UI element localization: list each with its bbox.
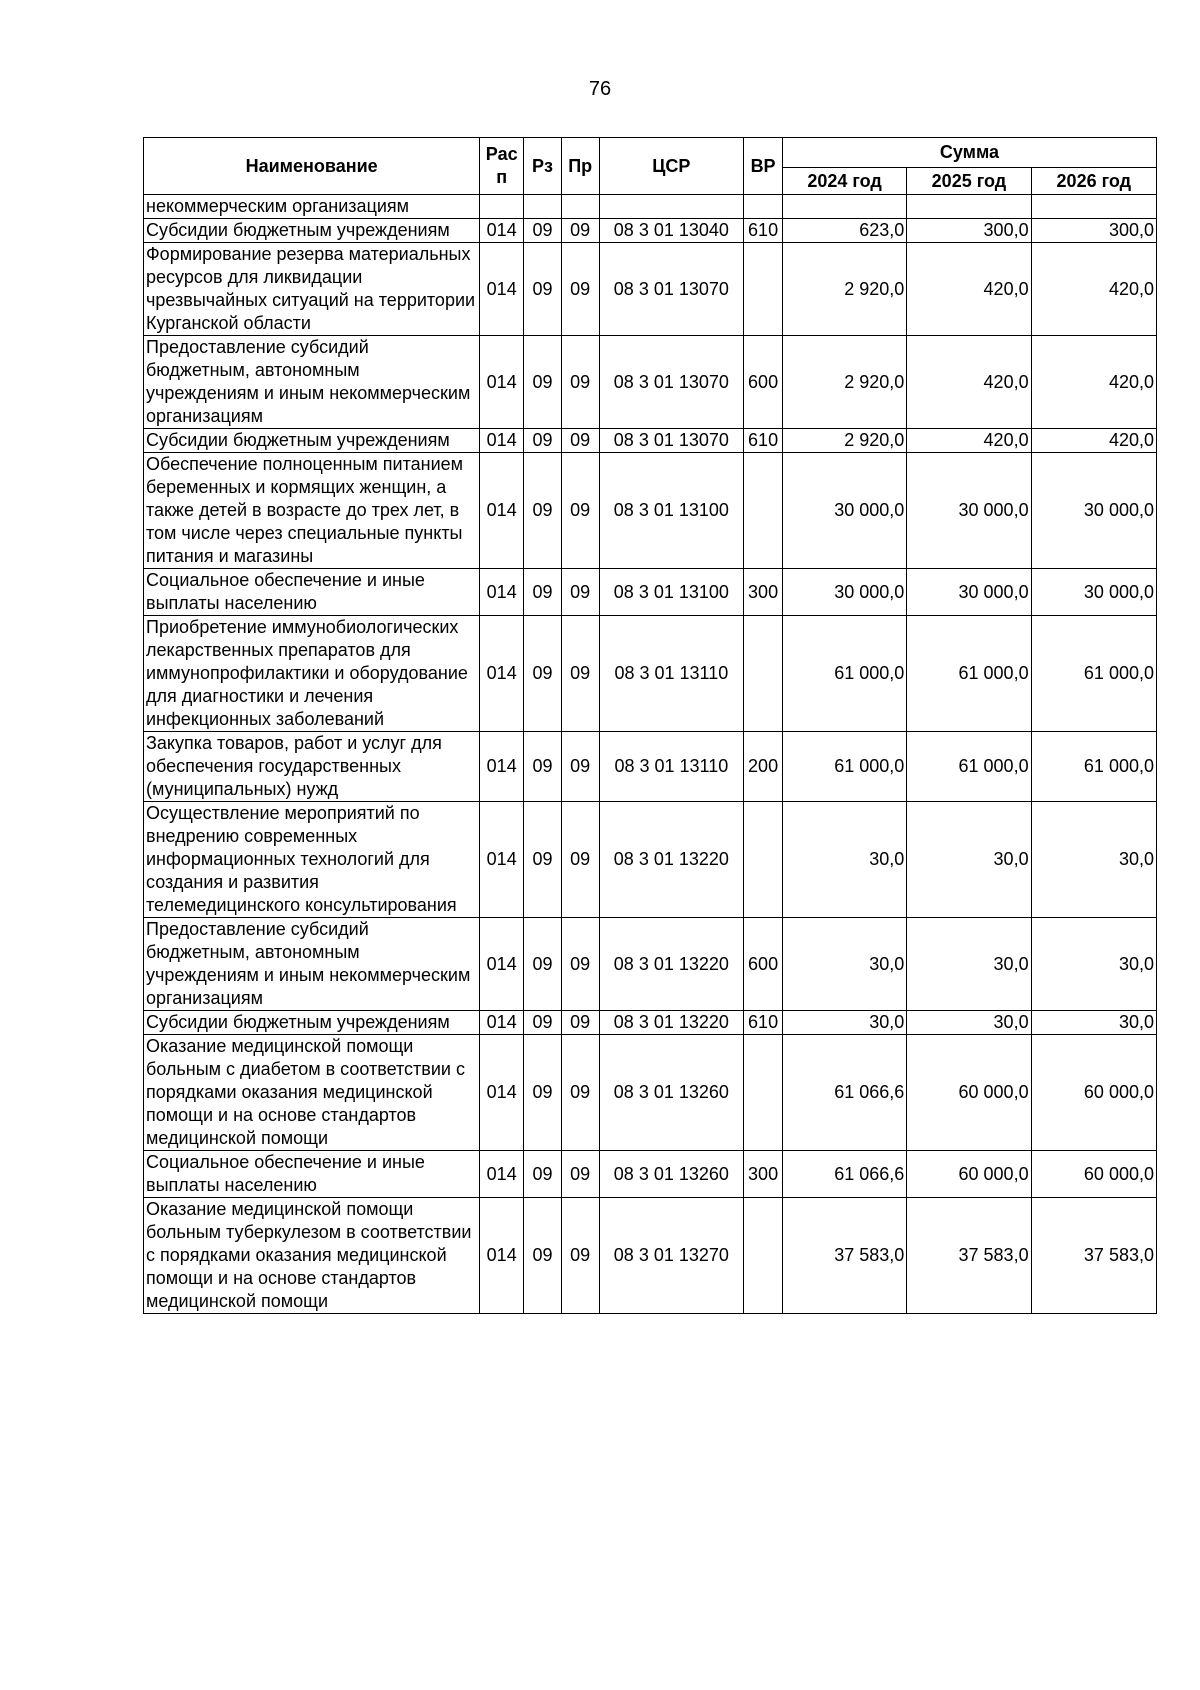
table-row bbox=[144, 802, 1157, 918]
cell-pr: 09 bbox=[561, 616, 599, 732]
cell-amount-2024: 30,0 bbox=[782, 1011, 906, 1035]
cell-name: Оказание медицинской помощи больным туберкулезом в соответствии с порядками оказания медицинской помощи и на основе стандартов медицинской помощи bbox=[144, 1198, 480, 1314]
cell-pr: 09 bbox=[561, 732, 599, 802]
cell-rz bbox=[524, 195, 562, 219]
cell-name: Субсидии бюджетным учреждениям bbox=[144, 429, 480, 453]
cell-rasp: 014 bbox=[480, 918, 524, 1011]
cell-amount-2024: 37 583,0 bbox=[782, 1198, 906, 1314]
cell-vr bbox=[744, 195, 783, 219]
cell-amount-2025: 60 000,0 bbox=[907, 1151, 1031, 1198]
cell-vr: 610 bbox=[744, 429, 783, 453]
cell-rasp: 014 bbox=[480, 569, 524, 616]
cell-rz: 09 bbox=[524, 1198, 562, 1314]
cell-rz: 09 bbox=[524, 453, 562, 569]
cell-amount-2026: 420,0 bbox=[1031, 336, 1156, 429]
cell-rasp: 014 bbox=[480, 1011, 524, 1035]
cell-rz: 09 bbox=[524, 429, 562, 453]
cell-amount-2026: 30,0 bbox=[1031, 918, 1156, 1011]
cell-csr: 08 3 01 13070 bbox=[599, 336, 744, 429]
header-pr: Пр bbox=[561, 138, 599, 195]
table-row bbox=[144, 219, 1157, 243]
cell-csr: 08 3 01 13070 bbox=[599, 429, 744, 453]
cell-rz: 09 bbox=[524, 918, 562, 1011]
cell-rz: 09 bbox=[524, 802, 562, 918]
cell-name: Субсидии бюджетным учреждениям bbox=[144, 1011, 480, 1035]
cell-csr: 08 3 01 13070 bbox=[599, 243, 744, 336]
cell-vr bbox=[744, 243, 783, 336]
cell-name: Предоставление субсидий бюджетным, автономным учреждениям и иным некоммерческим организациям bbox=[144, 336, 480, 429]
header-name: Наименование bbox=[144, 138, 480, 195]
cell-vr: 610 bbox=[744, 1011, 783, 1035]
cell-pr: 09 bbox=[561, 243, 599, 336]
table-row bbox=[144, 243, 1157, 336]
cell-vr: 300 bbox=[744, 1151, 783, 1198]
cell-amount-2026: 420,0 bbox=[1031, 429, 1156, 453]
cell-rz: 09 bbox=[524, 1151, 562, 1198]
table-row bbox=[144, 1198, 1157, 1314]
cell-amount-2025: 30,0 bbox=[907, 918, 1031, 1011]
table-row bbox=[144, 1151, 1157, 1198]
cell-name: Социальное обеспечение и иные выплаты населению bbox=[144, 1151, 480, 1198]
cell-rasp: 014 bbox=[480, 453, 524, 569]
cell-amount-2024: 61 000,0 bbox=[782, 616, 906, 732]
cell-vr: 600 bbox=[744, 918, 783, 1011]
cell-amount-2026: 37 583,0 bbox=[1031, 1198, 1156, 1314]
cell-amount-2025: 30,0 bbox=[907, 1011, 1031, 1035]
table-row bbox=[144, 1035, 1157, 1151]
cell-name: Предоставление субсидий бюджетным, автономным учреждениям и иным некоммерческим организациям bbox=[144, 918, 480, 1011]
cell-csr: 08 3 01 13220 bbox=[599, 802, 744, 918]
cell-csr: 08 3 01 13110 bbox=[599, 616, 744, 732]
cell-rz: 09 bbox=[524, 243, 562, 336]
cell-amount-2026: 420,0 bbox=[1031, 243, 1156, 336]
cell-amount-2025: 30 000,0 bbox=[907, 569, 1031, 616]
cell-amount-2025: 420,0 bbox=[907, 243, 1031, 336]
cell-amount-2025: 30,0 bbox=[907, 802, 1031, 918]
table-row bbox=[144, 195, 1157, 219]
cell-rasp: 014 bbox=[480, 429, 524, 453]
header-csr: ЦСР bbox=[599, 138, 744, 195]
cell-rasp: 014 bbox=[480, 732, 524, 802]
table-row bbox=[144, 453, 1157, 569]
table-body bbox=[144, 195, 1157, 1314]
page-number: 76 bbox=[588, 78, 612, 100]
cell-name: Закупка товаров, работ и услуг для обеспечения государственных (муниципальных) нужд bbox=[144, 732, 480, 802]
header-year-2026: 2026 год bbox=[1031, 168, 1156, 195]
cell-amount-2024: 2 920,0 bbox=[782, 429, 906, 453]
cell-amount-2024: 61 066,6 bbox=[782, 1151, 906, 1198]
cell-pr: 09 bbox=[561, 1035, 599, 1151]
table-header bbox=[144, 138, 1157, 195]
cell-name: Приобретение иммунобиологических лекарственных препаратов для иммунопрофилактики и оборудование для диагностики и лечения инфекционных заболеваний bbox=[144, 616, 480, 732]
header-year-2024: 2024 год bbox=[782, 168, 906, 195]
cell-vr: 300 bbox=[744, 569, 783, 616]
cell-amount-2026: 300,0 bbox=[1031, 219, 1156, 243]
cell-csr: 08 3 01 13040 bbox=[599, 219, 744, 243]
cell-vr: 610 bbox=[744, 219, 783, 243]
cell-amount-2026: 60 000,0 bbox=[1031, 1035, 1156, 1151]
cell-name: Оказание медицинской помощи больным с диабетом в соответствии с порядками оказания медицинской помощи и на основе стандартов медицинской помощи bbox=[144, 1035, 480, 1151]
cell-amount-2025: 37 583,0 bbox=[907, 1198, 1031, 1314]
cell-amount-2026: 30,0 bbox=[1031, 1011, 1156, 1035]
cell-rasp: 014 bbox=[480, 243, 524, 336]
cell-amount-2024: 61 000,0 bbox=[782, 732, 906, 802]
header-vr: ВР bbox=[744, 138, 783, 195]
cell-name: Субсидии бюджетным учреждениям bbox=[144, 219, 480, 243]
cell-amount-2024: 30,0 bbox=[782, 802, 906, 918]
cell-csr: 08 3 01 13260 bbox=[599, 1035, 744, 1151]
cell-rz: 09 bbox=[524, 336, 562, 429]
cell-csr bbox=[599, 195, 744, 219]
cell-csr: 08 3 01 13100 bbox=[599, 453, 744, 569]
cell-amount-2025: 60 000,0 bbox=[907, 1035, 1031, 1151]
cell-rasp bbox=[480, 195, 524, 219]
table-row bbox=[144, 732, 1157, 802]
cell-rz: 09 bbox=[524, 616, 562, 732]
table-row bbox=[144, 1011, 1157, 1035]
cell-rasp: 014 bbox=[480, 336, 524, 429]
cell-csr: 08 3 01 13100 bbox=[599, 569, 744, 616]
cell-rz: 09 bbox=[524, 569, 562, 616]
cell-amount-2025: 420,0 bbox=[907, 336, 1031, 429]
cell-amount-2026: 60 000,0 bbox=[1031, 1151, 1156, 1198]
cell-vr: 200 bbox=[744, 732, 783, 802]
cell-csr: 08 3 01 13110 bbox=[599, 732, 744, 802]
cell-rz: 09 bbox=[524, 219, 562, 243]
cell-amount-2025: 61 000,0 bbox=[907, 616, 1031, 732]
table-row bbox=[144, 429, 1157, 453]
table-row bbox=[144, 569, 1157, 616]
cell-pr: 09 bbox=[561, 1011, 599, 1035]
cell-pr: 09 bbox=[561, 1198, 599, 1314]
cell-amount-2026: 61 000,0 bbox=[1031, 732, 1156, 802]
cell-amount-2026: 30 000,0 bbox=[1031, 569, 1156, 616]
cell-amount-2024: 2 920,0 bbox=[782, 243, 906, 336]
cell-csr: 08 3 01 13220 bbox=[599, 918, 744, 1011]
cell-rz: 09 bbox=[524, 1035, 562, 1151]
table-row bbox=[144, 616, 1157, 732]
cell-csr: 08 3 01 13220 bbox=[599, 1011, 744, 1035]
cell-name: Обеспечение полноценным питанием беременных и кормящих женщин, а также детей в возрасте до трех лет, в том числе через специальные пункты питания и магазины bbox=[144, 453, 480, 569]
cell-name: Осуществление мероприятий по внедрению современных информационных технологий для создания и развития телемедицинского консультирования bbox=[144, 802, 480, 918]
cell-pr: 09 bbox=[561, 336, 599, 429]
cell-amount-2024 bbox=[782, 195, 906, 219]
cell-rasp: 014 bbox=[480, 1035, 524, 1151]
cell-pr: 09 bbox=[561, 802, 599, 918]
cell-name: Формирование резерва материальных ресурсов для ликвидации чрезвычайных ситуаций на территории Курганской области bbox=[144, 243, 480, 336]
cell-amount-2025 bbox=[907, 195, 1031, 219]
cell-rasp: 014 bbox=[480, 1151, 524, 1198]
cell-amount-2024: 2 920,0 bbox=[782, 336, 906, 429]
cell-rz: 09 bbox=[524, 1011, 562, 1035]
cell-amount-2026: 61 000,0 bbox=[1031, 616, 1156, 732]
cell-pr bbox=[561, 195, 599, 219]
cell-pr: 09 bbox=[561, 918, 599, 1011]
cell-pr: 09 bbox=[561, 569, 599, 616]
cell-amount-2025: 30 000,0 bbox=[907, 453, 1031, 569]
cell-amount-2025: 420,0 bbox=[907, 429, 1031, 453]
cell-vr bbox=[744, 616, 783, 732]
cell-amount-2026 bbox=[1031, 195, 1156, 219]
cell-vr bbox=[744, 1198, 783, 1314]
header-rasp: Рас п bbox=[480, 138, 524, 195]
cell-vr bbox=[744, 1035, 783, 1151]
cell-amount-2026: 30 000,0 bbox=[1031, 453, 1156, 569]
cell-vr bbox=[744, 453, 783, 569]
cell-amount-2025: 61 000,0 bbox=[907, 732, 1031, 802]
cell-rasp: 014 bbox=[480, 219, 524, 243]
cell-amount-2024: 61 066,6 bbox=[782, 1035, 906, 1151]
cell-pr: 09 bbox=[561, 453, 599, 569]
cell-pr: 09 bbox=[561, 429, 599, 453]
cell-csr: 08 3 01 13270 bbox=[599, 1198, 744, 1314]
cell-amount-2024: 30 000,0 bbox=[782, 453, 906, 569]
cell-amount-2024: 30 000,0 bbox=[782, 569, 906, 616]
table-row bbox=[144, 336, 1157, 429]
cell-amount-2026: 30,0 bbox=[1031, 802, 1156, 918]
cell-name: некоммерческим организациям bbox=[144, 195, 480, 219]
cell-csr: 08 3 01 13260 bbox=[599, 1151, 744, 1198]
header-year-2025: 2025 год bbox=[907, 168, 1031, 195]
cell-vr bbox=[744, 802, 783, 918]
budget-table bbox=[143, 137, 1157, 1314]
cell-rz: 09 bbox=[524, 732, 562, 802]
header-sum: Сумма bbox=[782, 138, 1156, 168]
cell-amount-2024: 623,0 bbox=[782, 219, 906, 243]
cell-rasp: 014 bbox=[480, 616, 524, 732]
cell-rasp: 014 bbox=[480, 1198, 524, 1314]
cell-pr: 09 bbox=[561, 1151, 599, 1198]
cell-amount-2025: 300,0 bbox=[907, 219, 1031, 243]
table-row bbox=[144, 918, 1157, 1011]
cell-name: Социальное обеспечение и иные выплаты населению bbox=[144, 569, 480, 616]
cell-pr: 09 bbox=[561, 219, 599, 243]
cell-vr: 600 bbox=[744, 336, 783, 429]
header-rz: Рз bbox=[524, 138, 562, 195]
cell-amount-2024: 30,0 bbox=[782, 918, 906, 1011]
cell-rasp: 014 bbox=[480, 802, 524, 918]
